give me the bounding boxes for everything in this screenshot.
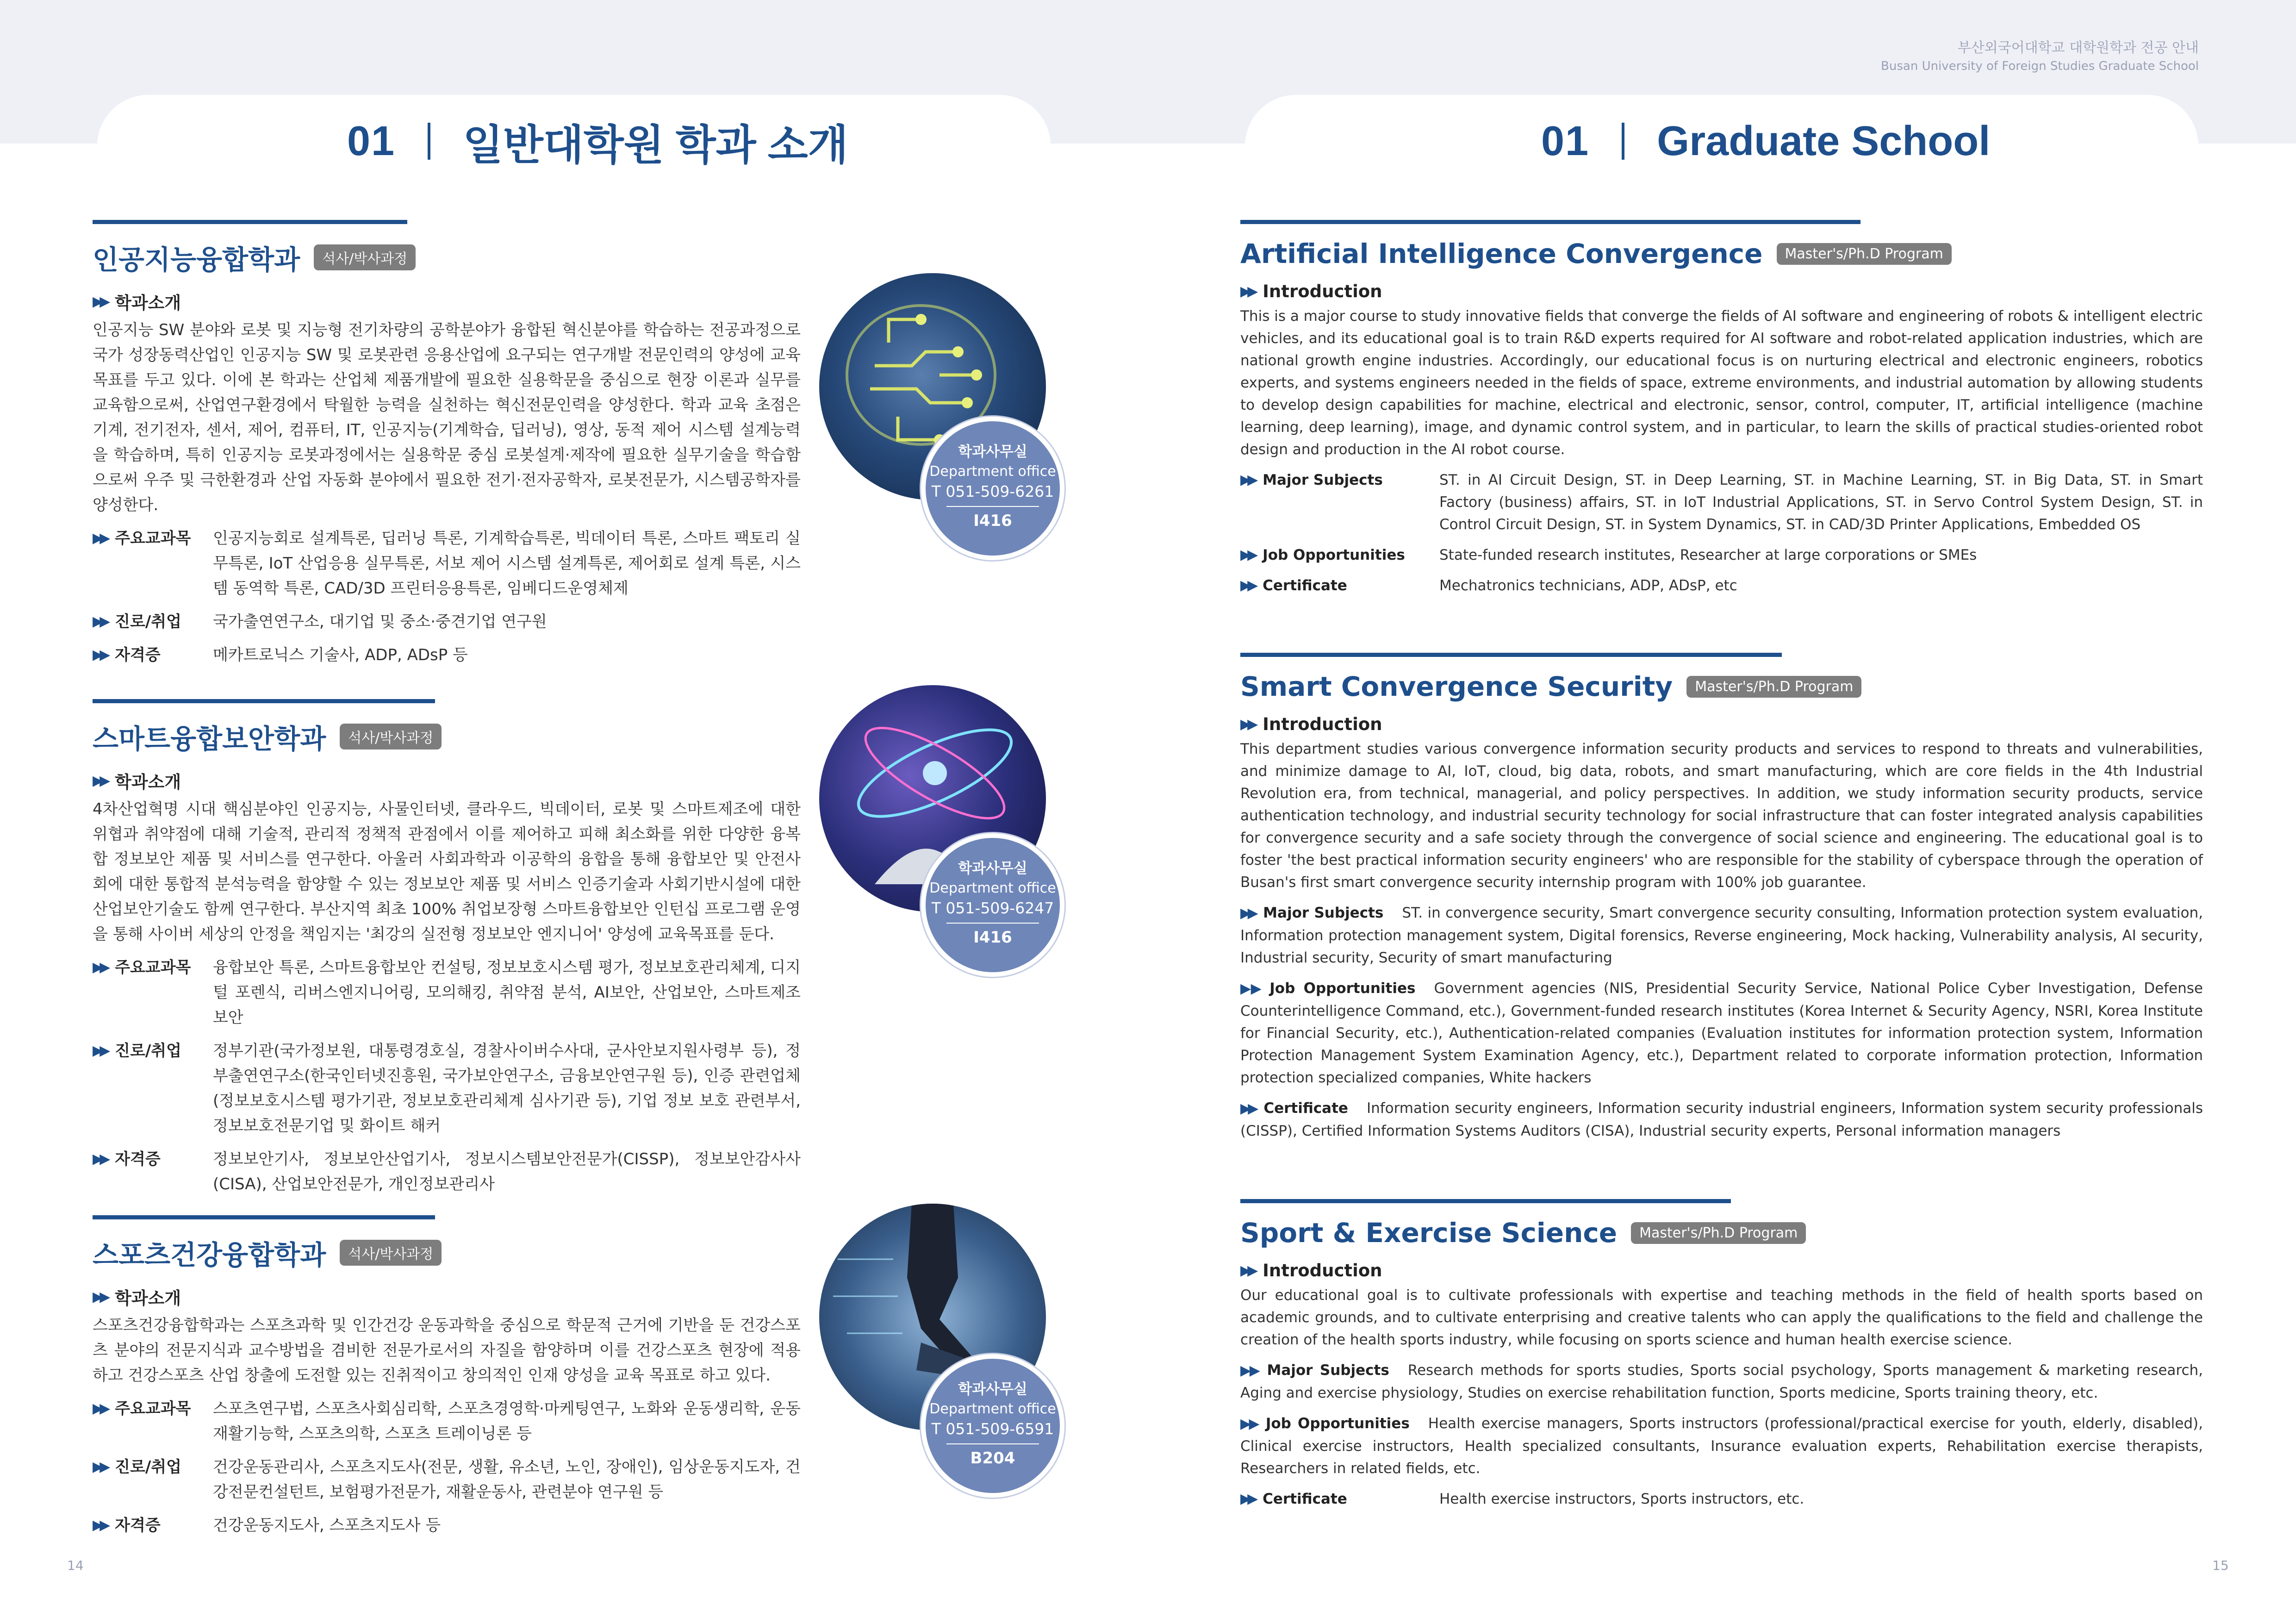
section-title: Graduate School <box>1657 118 1991 164</box>
program-badge: Master's/Ph.D Program <box>1686 676 1861 698</box>
cert-value: 정보보안기사, 정보보안산업기사, 정보시스템보안전문가(CISSP), 정보보안감사사(CISA), 산업보안전문가, 개인정보관리사 <box>213 1150 801 1193</box>
cert-row <box>1240 1097 2203 1142</box>
office-label: 학과사무실 <box>958 443 1027 460</box>
section-number: 01 <box>1541 118 1590 164</box>
subjects-value: 스포츠연구법, 스포츠사회심리학, 스포츠경영학·마케팅연구, 노화와 운동생리학, 운동재활기능학, 스포츠의학, 스포츠 트레이닝론 등 <box>213 1399 801 1443</box>
intro-label: Introduction <box>1263 1261 1382 1280</box>
double-arrow-icon: ▶▶ <box>1240 981 1262 997</box>
subjects-value: Research methods for sports studies, Sports social psychology, Sports management & marketing research, Aging and exercise physiology, Studies on exercise rehabilitation function, Sports medicine, Sports training theory, etc. <box>1240 1362 2203 1401</box>
subjects-value: 인공지능회로 설계특론, 딥러닝 특론, 기계학습특론, 빅데이터 특론, 스마트 팩토리 실무특론, IoT 산업응용 실무특론, 서보 제어 시스템 설계특론, 제어회로 설계 특론, 시스템 동역학 특론, CAD/3D 프린터응용특론, 임베디드운영체제 <box>213 529 801 598</box>
university-name-ko: 부산외국어대학교 대학원학과 전공 안내 <box>1957 40 2199 56</box>
dept-rule <box>1240 1199 1731 1203</box>
career-row <box>93 1455 801 1505</box>
subjects-value: 융합보안 특론, 스마트융합보안 컨설팅, 정보보호시스템 평가, 정보보호관리체계, 디지털 포렌식, 리버스엔지니어링, 모의해킹, 취약점 분석, AI보안, 산업보안, 스마트제조 보안 <box>213 958 801 1027</box>
cert-label: 자격증 <box>115 646 161 664</box>
subjects-row <box>1240 469 2203 536</box>
intro-text: This department studies various convergence information security products and services to respond to threats and vulnerabilities, and minimize damage to AI, IoT, cloud, big data, robots, and smart manufacturing, which are core fields in the 4th Industrial Revolution era, from technical, managerial, and policy perspectives. In addition, we study information security products, service authentication technology, and industrial security technology for social infrastructure that can foster integrated analysis capabilities for convergence security and a safe society through the convergence of social science and engineering. The educational goal is to foster 'the best practical information security engineers' who are responsible for the stability of cyberspace through the operation of Busan's first smart convergence security internship program with 100% job guarantee. <box>1240 741 2203 891</box>
program-badge: 석사/박사과정 <box>340 1240 442 1266</box>
dept-rule <box>93 220 407 224</box>
career-row <box>1240 1412 2203 1480</box>
cert-label: 자격증 <box>115 1516 161 1535</box>
subjects-label: Major Subjects <box>1267 1362 1389 1379</box>
office-divider <box>946 506 1039 507</box>
cert-key <box>93 643 213 668</box>
career-label: Job Opportunities <box>1265 1415 1410 1432</box>
double-arrow-icon: ▶▶ <box>93 1288 107 1305</box>
intro-text: 스포츠건강융합학과는 스포츠과학 및 인간건강 운동과학을 중심으로 학문적 근거에 기반을 둔 건강스포츠 분야의 전문지식과 교수방법을 겸비한 전문가로서의 자질을 함양하며 이를 건강스포츠 현장에 적용하고 건강스포츠 산업 창출에 도전할 있는 진취적이고 창의적인 인재 양성을 교육 목표로 하고 있다. <box>93 1316 801 1385</box>
office-room: I416 <box>973 928 1012 947</box>
intro-label: 학과소개 <box>115 772 181 792</box>
dept-rule <box>1240 653 1782 657</box>
office-label-en: Department office <box>929 880 1056 896</box>
office-phone: T 051-509-6591 <box>931 1420 1054 1438</box>
subjects-value: ST. in AI Circuit Design, ST. in Deep Learning, ST. in Machine Learning, ST. in Big Data, ST. in Smart Factory (business) affairs, ST. in IoT Industrial Applications, ST. in Servo Control System Design, ST. in Control Circuit Design, ST. in System Dynamics, ST. in CAD/3D Printer Applications, Embedded OS <box>1439 472 2203 533</box>
office-label-en: Department office <box>929 463 1056 480</box>
cert-row <box>93 1147 801 1197</box>
left-section-title <box>347 111 848 171</box>
career-label: Job Opportunities <box>1263 547 1405 563</box>
double-arrow-icon: ▶▶ <box>1240 716 1255 732</box>
intro-label: 학과소개 <box>115 293 181 313</box>
program-badge: Master's/Ph.D Program <box>1631 1222 1806 1244</box>
subjects-value: ST. in convergence security, Smart convergence security consulting, Information protection system evaluation, Information protection management system, Digital forensics, Reverse engineering, Mock hacking, Vulnerability analysis, AI security, Industrial security, Security of smart manufacturing <box>1240 905 2203 966</box>
page-number-left: 14 <box>67 1558 84 1573</box>
subjects-label: 주요교과목 <box>115 1399 191 1418</box>
cert-label: 자격증 <box>115 1150 161 1168</box>
subjects-key <box>1240 469 1439 536</box>
title-divider <box>428 123 430 160</box>
cert-key <box>93 1147 213 1197</box>
career-value: Health exercise managers, Sports instructors (professional/practical exercise for youth, elderly, disabled), Clinical exercise instructors, Health specialized consultants, Insurance evaluation experts, Rehabilitation exercise therapists, Researchers in related fields, etc. <box>1240 1415 2203 1477</box>
subjects-row <box>93 526 801 601</box>
dept-heading <box>93 1233 801 1272</box>
subjects-row <box>1240 1359 2203 1404</box>
dept-heading <box>93 238 801 277</box>
program-badge: 석사/박사과정 <box>314 244 416 270</box>
cert-row <box>1240 1488 2203 1510</box>
double-arrow-icon: ▶▶ <box>93 647 107 663</box>
subjects-row <box>1240 902 2203 969</box>
dept-rule <box>93 699 435 703</box>
intro-heading <box>1240 1261 2203 1280</box>
page-number-right: 15 <box>2212 1558 2229 1573</box>
office-label: 학과사무실 <box>958 1381 1027 1398</box>
career-label: 진로/취업 <box>115 1042 181 1060</box>
double-arrow-icon: ▶▶ <box>1240 472 1255 488</box>
office-divider <box>946 923 1039 924</box>
double-arrow-icon: ▶▶ <box>93 1151 107 1167</box>
dept-ai-ko <box>93 220 801 668</box>
career-value: 건강운동관리사, 스포츠지도사(전문, 생활, 유소년, 노인, 장애인), 임상운동지도자, 건강전문컨설턴트, 보험평가전문가, 재활운동사, 관련분야 연구원 등 <box>213 1458 801 1501</box>
career-row <box>93 609 801 634</box>
dept-name: 스마트융합보안학과 <box>93 723 326 755</box>
intro-text: 인공지능 SW 분야와 로봇 및 지능형 전기차량의 공학분야가 융합된 혁신분야를 학습하는 전공과정으로 국가 성장동력산업인 인공지능 SW 및 로봇관련 응용산업에 요구되는 연구개발 전문인력의 양성에 교육목표를 두고 있다. 이에 본 학과는 산업체 제품개발에 필요한 실용학문을 중심으로 현장 이론과 실무를 교육함으로써, 산업연구환경에서 탁월한 능력을 실천하는 혁신전문인력을 양성한다. 학과 교육 초점은 기계, 전기전자, 센서, 제어, 컴퓨터, IT, 인공지능(기계학습, 딥러닝), 영상, 동적 제어 시스템 설계능력을 학습하며, 특히 인공지능 로봇과정에서는 실용학문 중심 로봇설계·제작에 필요한 실무기술을 학습함으로써 우주 및 극한환경과 산업 자동화 분야에서 필요한 전기·전자공학자, 로봇전문가, 시스템공학자를 양성한다. <box>93 321 801 514</box>
intro-text: 4차산업혁명 시대 핵심분야인 인공지능, 사물인터넷, 클라우드, 빅데이터, 로봇 및 스마트제조에 대한 위협과 취약점에 대해 기술적, 관리적 정책적 관점에서 이를 제어하고 피해 최소화를 위한 다양한 융복합 정보보안 제품 및 서비스를 연구한다. 아울러 사회과학과 이공학의 융합을 통해 융합보안 및 안전사회에 대한 통합적 분석능력을 함양할 수 있는 정보보안 제품 및 서비스 인증기술과 사회기반시설에 대한 산업보안기술도 함께 연구한다. 부산지역 최초 100% 취업보장형 스마트융합보안 인턴십 프로그램 운영을 통해 사이버 세상의 안정을 책임지는 '최강의 실전형 정보보안 엔지니어' 양성에 교육목표를 둔다. <box>93 800 801 943</box>
office-phone: T 051-509-6247 <box>931 899 1054 917</box>
double-arrow-icon: ▶▶ <box>93 1459 107 1475</box>
intro-heading <box>93 1284 801 1309</box>
dept-name: Sport & Exercise Science <box>1240 1217 1618 1249</box>
subjects-key <box>93 955 213 1030</box>
intro-label: Introduction <box>1263 281 1382 301</box>
double-arrow-icon: ▶▶ <box>93 293 107 310</box>
subjects-label: 주요교과목 <box>115 529 191 548</box>
dept-name: 인공지능융합학과 <box>93 244 300 275</box>
cert-label: Certificate <box>1263 577 1347 594</box>
dept-heading <box>1240 671 2203 702</box>
program-badge: 석사/박사과정 <box>340 724 442 750</box>
dept-ai-en <box>1240 220 2203 597</box>
intro-label: 학과소개 <box>115 1288 181 1308</box>
dept-heading <box>1240 1217 2203 1249</box>
career-label: 진로/취업 <box>115 612 181 631</box>
office-divider <box>946 1443 1039 1444</box>
intro-heading <box>1240 281 2203 301</box>
career-label: 진로/취업 <box>115 1458 181 1476</box>
intro-heading <box>93 768 801 793</box>
subjects-row <box>93 955 801 1030</box>
dept-rule <box>1240 220 1860 224</box>
cert-key <box>1240 575 1439 597</box>
intro-text: This is a major course to study innovative fields that converge the fields of AI software and engineering of robots & intelligent electric vehicles, and its educational goal is to train R&D experts required for AI software and robot-related application industries, which are national growth engine industries. Accordingly, our educational focus is on nurturing electrical and electronic engineers, robotics experts, and systems engineers needed in the fields of space, extreme environments, and industrial automation by allowing students to develop design capabilities for machine, electrical and electronic, sensor, control, computer, IT, artificial intelligence (machine learning, deep learning), image, and dynamic control system, and in particular, to learn the skills of practical studies-oriented robot design and production in the AI robot course. <box>1240 308 2203 458</box>
double-arrow-icon: ▶▶ <box>93 1400 107 1417</box>
double-arrow-icon: ▶▶ <box>93 959 107 975</box>
double-arrow-icon: ▶▶ <box>1240 1262 1255 1279</box>
subjects-row <box>93 1396 801 1446</box>
cert-key <box>1240 1488 1439 1510</box>
section-number: 01 <box>347 118 396 164</box>
subjects-key <box>93 1396 213 1446</box>
right-section-title <box>1541 111 1990 171</box>
cert-label: Certificate <box>1263 1491 1347 1507</box>
career-label: Job Opportunities <box>1269 980 1416 997</box>
cert-label: Certificate <box>1263 1100 1348 1117</box>
double-arrow-icon: ▶▶ <box>1240 577 1255 593</box>
cert-row <box>1240 575 2203 597</box>
career-row <box>1240 544 2203 566</box>
dept-name: Artificial Intelligence Convergence <box>1240 238 1763 269</box>
career-value: Government agencies (NIS, Presidential Security Service, National Police Cyber Investigation, Defense Counterintelligence Command, etc.), Government-funded research institutes (Korea Internet & Security Agency, NSRI, Korea Institute for Financial Security, etc.), Authentication-related companies (Evaluation institutes for information protection system, Information Protection Management System Examination Agency, etc.), Department related to corporate information protection, Information protection specialized companies, White hackers <box>1240 980 2203 1086</box>
intro-heading <box>1240 714 2203 734</box>
dept-heading <box>93 717 801 756</box>
dept-office-badge <box>921 417 1064 560</box>
cert-key <box>93 1513 213 1538</box>
title-divider <box>1622 123 1624 160</box>
dept-sports-en <box>1240 1199 2203 1510</box>
double-arrow-icon: ▶▶ <box>93 772 107 789</box>
office-room: B204 <box>970 1449 1015 1468</box>
career-row <box>93 1038 801 1138</box>
career-value: 국가출연연구소, 대기업 및 중소·중견기업 연구원 <box>213 612 547 631</box>
cert-value: 메카트로닉스 기술사, ADP, ADsP 등 <box>213 646 468 664</box>
intro-heading <box>93 289 801 314</box>
double-arrow-icon: ▶▶ <box>1240 1491 1255 1507</box>
career-value: 정부기관(국가정보원, 대통령경호실, 경찰사이버수사대, 군사안보지원사령부 등), 정부출연연구소(한국인터넷진흥원, 국가보안연구소, 금융보안연구원 등), 인증 관련업체(정보보호시스템 평가기관, 정보보호관리체계 심사기관 등), 기업 정보 보호 관련부서, 정보보호전문기업 및 화이트 해커 <box>213 1042 801 1135</box>
section-title: 일반대학원 학과 소개 <box>463 122 848 169</box>
subjects-label: Major Subjects <box>1263 472 1383 488</box>
cert-value: Information security engineers, Information security industrial engineers, Information system security professionals (CISSP), Certified Information Systems Auditors (CISA), Industrial security experts, Personal information managers <box>1240 1100 2203 1139</box>
career-value: State-funded research institutes, Researcher at large corporations or SMEs <box>1439 547 1977 563</box>
dept-name: 스포츠건강융합학과 <box>93 1239 326 1271</box>
double-arrow-icon: ▶▶ <box>1240 905 1255 921</box>
cert-value: 건강운동지도사, 스포츠지도사 등 <box>213 1516 441 1535</box>
dept-office-badge <box>921 833 1064 977</box>
dept-name: Smart Convergence Security <box>1240 671 1673 702</box>
dept-rule <box>93 1215 435 1219</box>
intro-text: Our educational goal is to cultivate professionals with expertise and teaching methods in the field of health sports based on academic grounds, and to cultivate enterprising and creative talents who can apply the qualifications to the field and challenge the creation of the health sports industry, while focusing on sports science and human health exercise science. <box>1240 1287 2203 1348</box>
double-arrow-icon: ▶▶ <box>1240 283 1255 300</box>
cert-row <box>93 1513 801 1538</box>
office-phone: T 051-509-6261 <box>931 482 1054 500</box>
double-arrow-icon: ▶▶ <box>1240 1416 1257 1432</box>
university-name-en: Busan University of Foreign Studies Graduate School <box>1881 59 2199 73</box>
double-arrow-icon: ▶▶ <box>1240 547 1255 563</box>
double-arrow-icon: ▶▶ <box>93 1517 107 1533</box>
office-room: I416 <box>973 512 1012 530</box>
career-key <box>93 609 213 634</box>
subjects-label: Major Subjects <box>1263 905 1384 921</box>
double-arrow-icon: ▶▶ <box>1240 1100 1256 1117</box>
subjects-label: 주요교과목 <box>115 958 191 977</box>
double-arrow-icon: ▶▶ <box>93 1043 107 1059</box>
career-key <box>1240 544 1439 566</box>
dept-sports-ko <box>93 1215 801 1538</box>
career-key <box>93 1455 213 1505</box>
career-key <box>93 1038 213 1138</box>
cert-value: Mechatronics technicians, ADP, ADsP, etc <box>1439 577 1737 594</box>
double-arrow-icon: ▶▶ <box>1240 1362 1259 1379</box>
cert-value: Health exercise instructors, Sports instructors, etc. <box>1439 1491 1804 1507</box>
double-arrow-icon: ▶▶ <box>93 530 107 546</box>
intro-label: Introduction <box>1263 714 1382 734</box>
office-label-en: Department office <box>929 1401 1056 1417</box>
career-row <box>1240 977 2203 1089</box>
dept-office-badge <box>921 1354 1064 1498</box>
dept-security-en <box>1240 653 2203 1142</box>
subjects-key <box>93 526 213 601</box>
dept-heading <box>1240 238 2203 269</box>
office-label: 학과사무실 <box>958 860 1027 877</box>
dept-security-ko <box>93 699 801 1197</box>
double-arrow-icon: ▶▶ <box>93 613 107 630</box>
program-badge: Master's/Ph.D Program <box>1777 243 1952 265</box>
cert-row <box>93 643 801 668</box>
